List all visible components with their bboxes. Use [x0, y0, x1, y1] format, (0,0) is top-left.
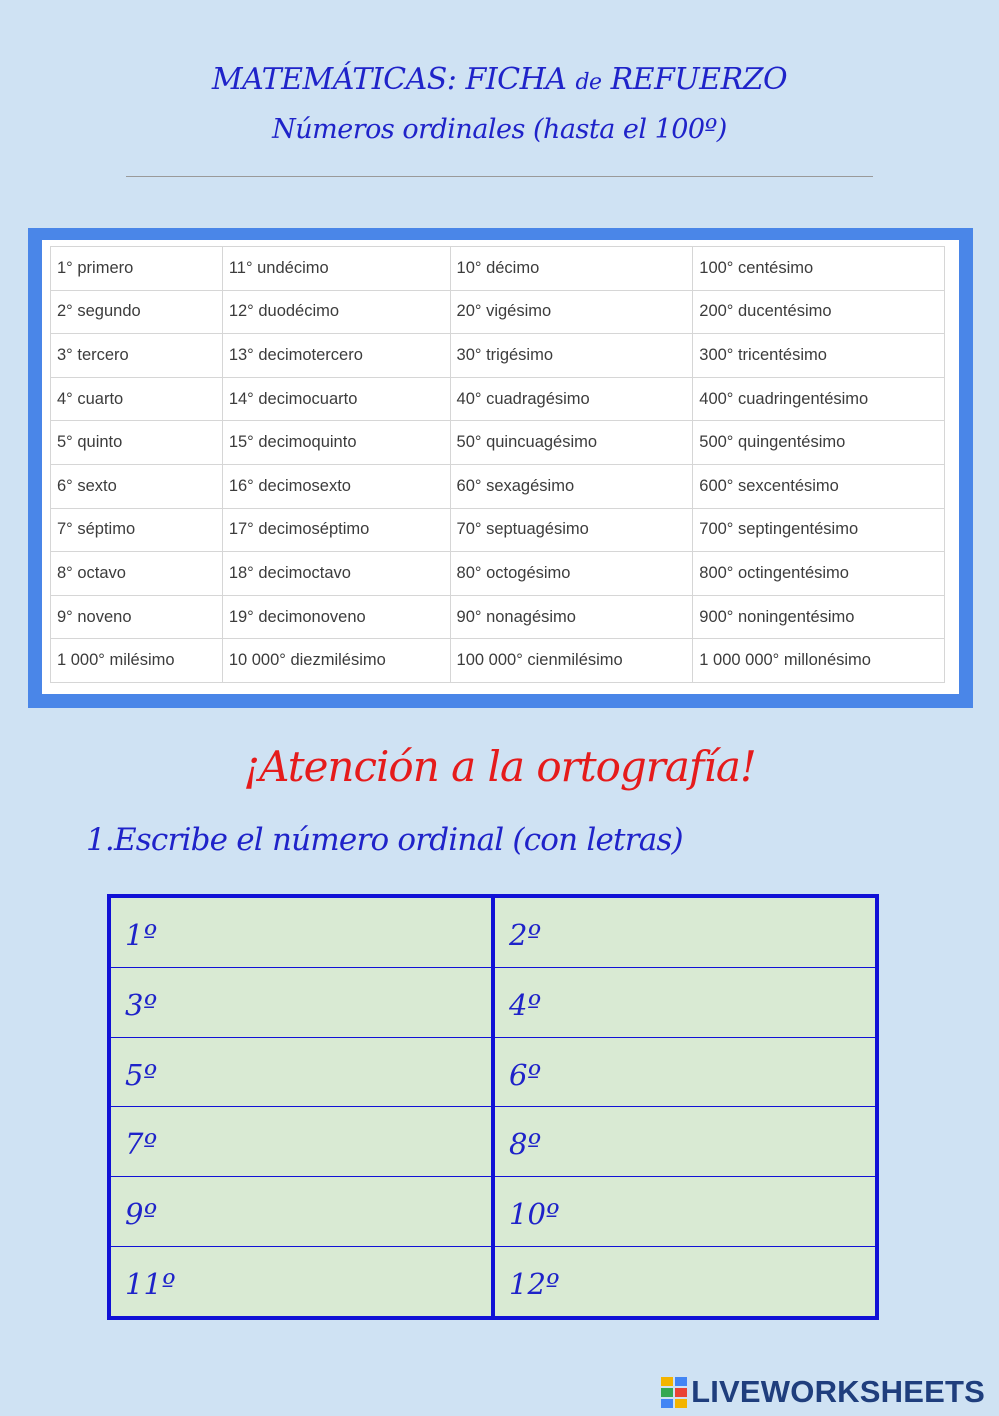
- reference-cell: 13° decimotercero: [222, 334, 450, 378]
- reference-cell: 40° cuadragésimo: [450, 377, 693, 421]
- reference-cell: 50° quincuagésimo: [450, 421, 693, 465]
- reference-cell: 10 000° diezmilésimo: [222, 639, 450, 683]
- spelling-attention-heading: ¡Atención a la ortografía!: [243, 742, 756, 791]
- reference-cell: 5° quinto: [51, 421, 223, 465]
- exercise-row: [109, 1246, 877, 1318]
- liveworksheets-logo[interactable]: [661, 1374, 985, 1410]
- reference-row: [51, 552, 945, 596]
- reference-cell: 400° cuadringentésimo: [693, 377, 945, 421]
- reference-cell: 30° trigésimo: [450, 334, 693, 378]
- reference-cell: 1° primero: [51, 247, 223, 291]
- exercise-answer-cell[interactable]: 9º: [109, 1177, 493, 1247]
- reference-cell: 10° décimo: [450, 247, 693, 291]
- exercise-answer-cell[interactable]: 2º: [493, 896, 877, 968]
- reference-row: [51, 421, 945, 465]
- logo-block: [661, 1388, 673, 1397]
- exercise-row: [109, 896, 877, 968]
- reference-cell: 600° sexcentésimo: [693, 464, 945, 508]
- reference-cell: 70° septuagésimo: [450, 508, 693, 552]
- exercise-answer-cell[interactable]: 5º: [109, 1037, 493, 1107]
- logo-block: [675, 1377, 687, 1386]
- reference-row: [51, 334, 945, 378]
- exercise-row: [109, 1107, 877, 1177]
- logo-block: [675, 1399, 687, 1408]
- reference-cell: 500° quingentésimo: [693, 421, 945, 465]
- reference-cell: 2° segundo: [51, 290, 223, 334]
- reference-cell: 200° ducentésimo: [693, 290, 945, 334]
- exercise-answer-cell[interactable]: 7º: [109, 1107, 493, 1177]
- reference-cell: 700° septingentésimo: [693, 508, 945, 552]
- logo-block: [661, 1399, 673, 1408]
- reference-cell: 19° decimonoveno: [222, 595, 450, 639]
- reference-cell: 3° tercero: [51, 334, 223, 378]
- reference-cell: 9° noveno: [51, 595, 223, 639]
- reference-table-panel: [42, 240, 959, 694]
- reference-row: [51, 377, 945, 421]
- reference-cell: 4° cuarto: [51, 377, 223, 421]
- exercise-row: [109, 1177, 877, 1247]
- reference-cell: 16° decimosexto: [222, 464, 450, 508]
- reference-row: [51, 464, 945, 508]
- exercise-row: [109, 1037, 877, 1107]
- reference-cell: 1 000° milésimo: [51, 639, 223, 683]
- reference-row: [51, 290, 945, 334]
- reference-row: [51, 595, 945, 639]
- reference-cell: 800° octingentésimo: [693, 552, 945, 596]
- exercise-row: [109, 968, 877, 1038]
- page-title: MATEMÁTICAS: FICHA de REFUERZO: [211, 62, 788, 97]
- reference-cell: 300° tricentésimo: [693, 334, 945, 378]
- exercise-answer-cell[interactable]: 11º: [109, 1246, 493, 1318]
- liveworksheets-logo-icon: [661, 1377, 687, 1408]
- reference-table-frame: [28, 228, 973, 708]
- ordinal-reference-table: [50, 246, 945, 683]
- reference-cell: 17° decimoséptimo: [222, 508, 450, 552]
- reference-cell: 12° duodécimo: [222, 290, 450, 334]
- reference-row: [51, 247, 945, 291]
- reference-cell: 14° decimocuarto: [222, 377, 450, 421]
- logo-block: [661, 1377, 673, 1386]
- exercise-table: [107, 894, 879, 1320]
- reference-cell: 100° centésimo: [693, 247, 945, 291]
- exercise-answer-cell[interactable]: 12º: [493, 1246, 877, 1318]
- exercise-answer-cell[interactable]: 3º: [109, 968, 493, 1038]
- reference-row: [51, 639, 945, 683]
- reference-cell: 900° noningentésimo: [693, 595, 945, 639]
- reference-cell: 90° nonagésimo: [450, 595, 693, 639]
- exercise-answer-cell[interactable]: 10º: [493, 1177, 877, 1247]
- reference-row: [51, 508, 945, 552]
- exercise-answer-cell[interactable]: 1º: [109, 896, 493, 968]
- exercise-answer-cell[interactable]: 8º: [493, 1107, 877, 1177]
- title-divider: [126, 176, 873, 177]
- logo-block: [675, 1388, 687, 1397]
- exercise-answer-cell[interactable]: 6º: [493, 1037, 877, 1107]
- reference-cell: 80° octogésimo: [450, 552, 693, 596]
- page-subtitle: Números ordinales (hasta el 100º): [272, 114, 727, 145]
- reference-cell: 18° decimoctavo: [222, 552, 450, 596]
- exercise-answer-cell[interactable]: 4º: [493, 968, 877, 1038]
- reference-cell: 60° sexagésimo: [450, 464, 693, 508]
- reference-cell: 11° undécimo: [222, 247, 450, 291]
- reference-cell: 20° vigésimo: [450, 290, 693, 334]
- reference-cell: 6° sexto: [51, 464, 223, 508]
- reference-cell: 8° octavo: [51, 552, 223, 596]
- reference-cell: 1 000 000° millonésimo: [693, 639, 945, 683]
- exercise-instruction: 1.Escribe el número ordinal (con letras): [86, 822, 683, 858]
- reference-cell: 100 000° cienmilésimo: [450, 639, 693, 683]
- liveworksheets-logo-text: LIVEWORKSHEETS: [691, 1374, 985, 1409]
- reference-cell: 7° séptimo: [51, 508, 223, 552]
- reference-cell: 15° decimoquinto: [222, 421, 450, 465]
